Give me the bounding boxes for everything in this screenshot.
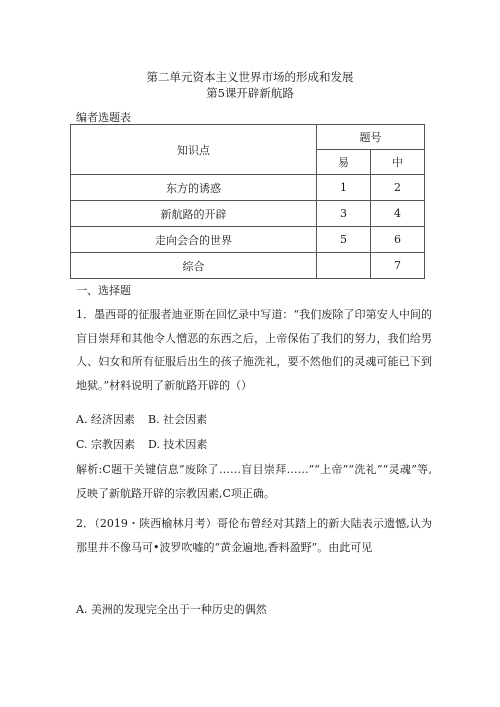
header-question-number: 题号 [317, 125, 425, 150]
header-medium: 中 [371, 150, 425, 175]
table-header-row [71, 125, 425, 150]
question-1-stem: 1．墨西哥的征服者迪亚斯在回忆录中写道：“我们废除了印第安人中间的盲目崇拜和其他令人憎恶的东西之后，上帝保佑了我们的努力，我们给男人、妇女和所有征服后出生的孩子施洗礼，要不然他们的灵魂可能已下到地狱。”材料说明了新航路开辟的（） [76, 308, 432, 392]
cell-easy: 3 [317, 201, 371, 227]
cell-topic: 走向会合的世界 [71, 227, 317, 253]
option-c: C. 宗教因素 [76, 438, 136, 451]
cell-easy: 5 [317, 227, 371, 253]
document-title: 第二单元资本主义世界市场的形成和发展 [146, 70, 354, 84]
cell-medium: 6 [371, 227, 425, 253]
table-row [71, 253, 425, 279]
lesson-title: 第5课开辟新航路 [206, 86, 294, 100]
cell-topic: 东方的诱惑 [71, 175, 317, 201]
table-caption: 编者选题表 [76, 111, 131, 124]
cell-medium: 4 [371, 201, 425, 227]
table-row [71, 227, 425, 253]
question-2-option-a: A. 美洲的发现完全出于一种历史的偶然 [76, 603, 267, 616]
section-heading: 一、选择题 [76, 284, 131, 297]
question-1-options-row-1 [76, 413, 207, 427]
header-topic: 知识点 [71, 125, 317, 175]
cell-topic: 新航路的开辟 [71, 201, 317, 227]
table-row [71, 201, 425, 227]
option-d: D. 技术因素 [148, 438, 208, 451]
option-b: B. 社会因素 [148, 413, 208, 426]
cell-easy [317, 253, 371, 279]
question-1-options-row-2 [76, 438, 207, 452]
option-a: A. 经济因素 [76, 413, 135, 426]
cell-medium: 2 [371, 175, 425, 201]
cell-topic: 综合 [71, 253, 317, 279]
cell-easy: 1 [317, 175, 371, 201]
table-row [71, 175, 425, 201]
question-1-analysis: 解析:C题干关键信息”废除了……盲目崇拜……”“上帝”“洗礼”“灵魂”等,反映了新航路开辟的宗教因素,C项正确。 [76, 463, 432, 500]
cell-medium: 7 [371, 253, 425, 279]
question-2-stem: 2．（2019・陕西榆林月考）哥伦布曾经对其踏上的新大陆表示遗憾,认为那里并不像马可•波罗吹嘘的“黄金遍地,香料盈野”。由此可见 [76, 517, 432, 554]
header-easy: 易 [317, 150, 371, 175]
topic-table [70, 124, 425, 279]
